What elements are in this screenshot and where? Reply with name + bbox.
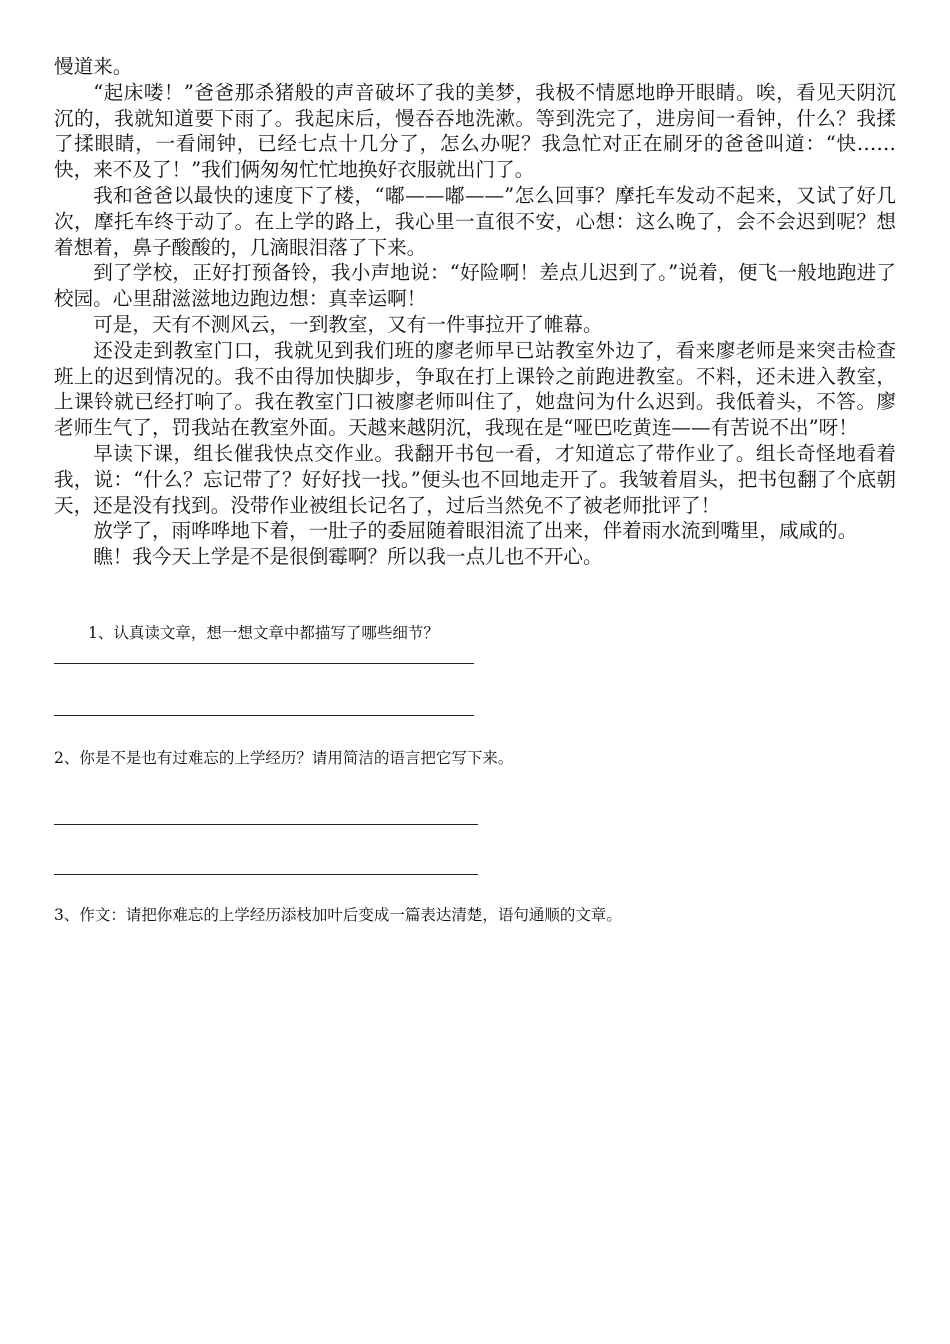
story-paragraph: 慢道来。 [54, 55, 133, 78]
questions-section [54, 622, 896, 926]
story-paragraph: 可是，天有不测风云，一到教室，又有一件事拉开了帷幕。 [93, 312, 603, 336]
question-3: 3、作文：请把你难忘的上学经历添枝加叶后变成一篇表达清楚，语句通顺的文章。 [54, 905, 622, 924]
story-paragraph: 我和爸爸以最快的速度下了楼，“嘟——嘟——”怎么回事？摩托车发动不起来，又试了好几次，摩托车终于动了。在上学的路上，我心里一直很不安，心想：这么晚了，会不会迟到呢？想着想着，鼻子酸酸的，几滴眼泪落了下来。 [54, 183, 896, 259]
question-1: 1、认真读文章，想一想文章中都描写了哪些细节？ [88, 623, 439, 642]
story-text [54, 54, 896, 570]
answer-line[interactable] [54, 663, 474, 664]
answer-line[interactable] [54, 715, 474, 716]
story-paragraph: 还没走到教室门口，我就见到我们班的廖老师早已站教室外边了，看来廖老师是来突击检查班上的迟到情况的。我不由得加快脚步，争取在打上课铃之前跑进教室。不料，还未进入教室，上课铃就已经打响了。我在教室门口被廖老师叫住了，她盘问为什么迟到。我低着头，不答。廖老师生气了，罚我站在教室外面。天越来越阴沉，我现在是“哑巴吃黄连——有苦说不出”呀！ [54, 338, 896, 440]
story-paragraph: 到了学校，正好打预备铃，我小声地说：“好险啊！差点儿迟到了。”说着，便飞一般地跑进了校园。心里甜滋滋地边跑边想：真幸运啊！ [54, 261, 896, 311]
story-paragraph: 放学了，雨哗哗地下着，一肚子的委屈随着眼泪流了出来，伴着雨水流到嘴里，咸咸的。 [93, 519, 858, 543]
story-paragraph: 早读下课，组长催我快点交作业。我翻开书包一看，才知道忘了带作业了。组长奇怪地看着我，说：“什么？忘记带了？好好找一找。”便头也不回地走开了。我皱着眉头，把书包翻了个底朝天，还是没有找到。没带作业被组长记名了，过后当然免不了被老师批评了！ [54, 441, 896, 517]
story-paragraph: “起床喽！”爸爸那杀猪般的声音破坏了我的美梦，我极不情愿地睁开眼睛。唉，看见天阴沉沉的，我就知道要下雨了。我起床后，慢吞吞地洗漱。等到洗完了，进房间一看钟，什么？我揉了揉眼睛，一看闹钟，已经七点十几分了，怎么办呢？我急忙对正在刷牙的爸爸叫道：“快……快，来不及了！”我们俩匆匆忙忙地换好衣服就出门了。 [54, 80, 896, 182]
answer-line[interactable] [54, 874, 478, 875]
answer-line[interactable] [54, 824, 478, 825]
worksheet-page [54, 54, 896, 926]
question-2: 2、你是不是也有过难忘的上学经历？请用简洁的语言把它写下来。 [54, 748, 514, 767]
story-paragraph: 瞧！我今天上学是不是很倒霉啊？所以我一点儿也不开心。 [93, 545, 603, 569]
